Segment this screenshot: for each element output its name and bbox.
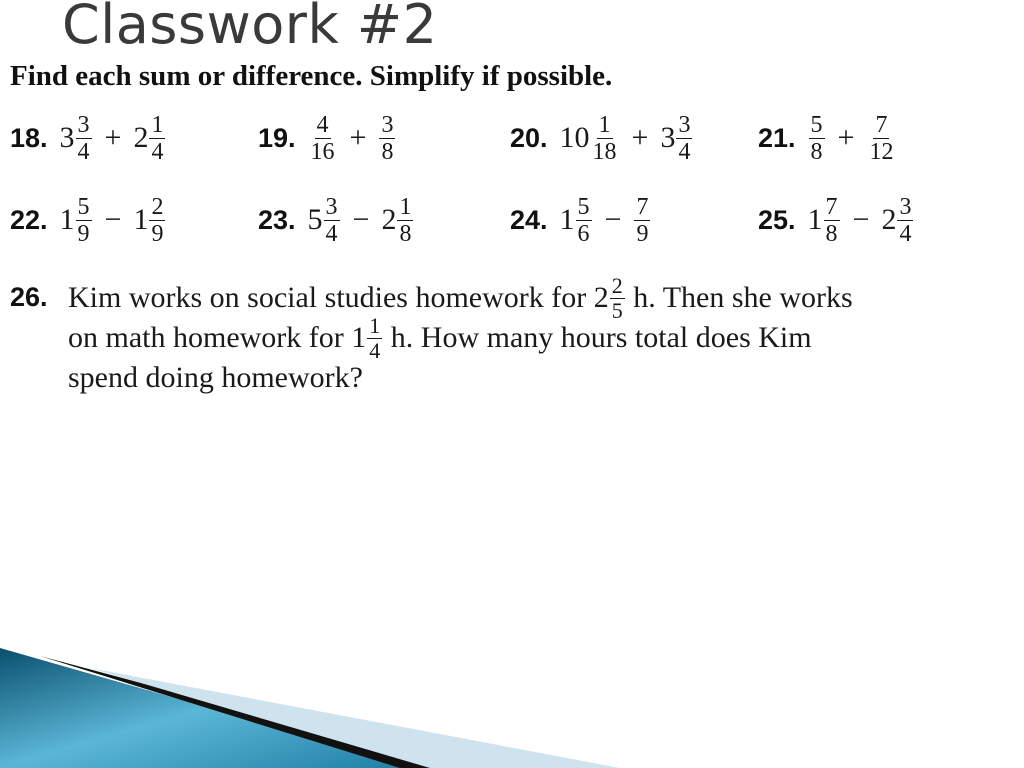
fraction bbox=[397, 195, 413, 246]
operator: + bbox=[104, 121, 122, 154]
word-problem-text bbox=[68, 272, 853, 398]
operator: + bbox=[349, 121, 367, 154]
whole-part: 1 bbox=[807, 203, 823, 236]
operator: − bbox=[852, 203, 870, 236]
denominator: 8 bbox=[810, 138, 823, 165]
problem-22 bbox=[10, 190, 166, 250]
denominator: 4 bbox=[678, 138, 691, 165]
fraction bbox=[634, 195, 650, 246]
whole-part: 1 bbox=[59, 203, 75, 236]
instructions: Find each sum or difference. Simplify if possible. bbox=[10, 60, 613, 92]
problem-number: 19. bbox=[258, 122, 296, 153]
text-segment: h. How many hours total does Kim bbox=[383, 321, 812, 354]
slide-ribbon-decoration bbox=[0, 638, 1024, 768]
denominator: 9 bbox=[636, 220, 649, 247]
fraction bbox=[367, 312, 382, 363]
fraction bbox=[576, 195, 592, 246]
denominator: 4 bbox=[325, 220, 338, 247]
fraction bbox=[676, 113, 692, 164]
fraction bbox=[809, 113, 825, 164]
whole-part: 10 bbox=[559, 121, 590, 154]
denominator: 6 bbox=[577, 220, 590, 247]
numerator: 2 bbox=[151, 193, 164, 220]
problem-number: 18. bbox=[10, 122, 48, 153]
numerator: 4 bbox=[316, 111, 329, 138]
fraction bbox=[149, 195, 165, 246]
numerator: 1 bbox=[598, 111, 611, 138]
numerator: 7 bbox=[875, 111, 888, 138]
denominator: 4 bbox=[369, 337, 381, 363]
operator: − bbox=[352, 203, 370, 236]
problem-number: 24. bbox=[510, 204, 548, 235]
denominator: 9 bbox=[77, 220, 90, 247]
numerator: 5 bbox=[810, 111, 823, 138]
whole-part: 1 bbox=[559, 203, 575, 236]
numerator: 2 bbox=[611, 272, 623, 298]
fraction bbox=[610, 272, 625, 323]
problem-20 bbox=[510, 108, 693, 168]
problem-number: 21. bbox=[758, 122, 796, 153]
text-segment: h. Then she works bbox=[625, 281, 853, 314]
numerator: 3 bbox=[678, 111, 691, 138]
fraction bbox=[309, 113, 337, 164]
problem-25 bbox=[758, 190, 914, 250]
fraction bbox=[824, 195, 840, 246]
numerator: 1 bbox=[369, 312, 381, 338]
problem-18 bbox=[10, 108, 166, 168]
fraction bbox=[76, 113, 92, 164]
denominator: 4 bbox=[899, 220, 912, 247]
whole-part: 3 bbox=[660, 121, 676, 154]
numerator: 1 bbox=[399, 193, 412, 220]
fraction bbox=[76, 195, 92, 246]
problem-number: 22. bbox=[10, 204, 48, 235]
fraction bbox=[897, 195, 913, 246]
fraction bbox=[591, 113, 619, 164]
denominator: 4 bbox=[151, 138, 164, 165]
whole-part: 2 bbox=[133, 121, 149, 154]
numerator: 7 bbox=[636, 193, 649, 220]
denominator: 9 bbox=[151, 220, 164, 247]
numerator: 3 bbox=[77, 111, 90, 138]
fraction bbox=[149, 113, 165, 164]
word-problem-line-1 bbox=[68, 272, 853, 323]
problem-19 bbox=[258, 108, 396, 168]
numerator: 1 bbox=[151, 111, 164, 138]
denominator: 4 bbox=[77, 138, 90, 165]
operator: + bbox=[631, 121, 649, 154]
fraction bbox=[867, 113, 895, 164]
numerator: 5 bbox=[77, 193, 90, 220]
slide-title: Classwork #2 bbox=[62, 0, 438, 56]
numerator: 3 bbox=[325, 193, 338, 220]
problem-number: 26. bbox=[10, 282, 48, 312]
whole-part: 2 bbox=[381, 203, 397, 236]
fraction bbox=[324, 195, 340, 246]
operator: − bbox=[604, 203, 622, 236]
denominator: 8 bbox=[381, 138, 394, 165]
problem-number: 23. bbox=[258, 204, 296, 235]
denominator: 5 bbox=[611, 297, 623, 323]
problem-21 bbox=[758, 108, 896, 168]
denominator: 8 bbox=[825, 220, 838, 247]
operator: − bbox=[104, 203, 122, 236]
denominator: 18 bbox=[592, 138, 617, 165]
numerator: 3 bbox=[381, 111, 394, 138]
operator: + bbox=[837, 121, 855, 154]
text-segment: Kim works on social studies homework for 2 bbox=[68, 281, 609, 314]
denominator: 12 bbox=[869, 138, 894, 165]
whole-part: 3 bbox=[59, 121, 75, 154]
numerator: 7 bbox=[825, 193, 838, 220]
word-problem-line-2 bbox=[68, 312, 853, 363]
numerator: 5 bbox=[577, 193, 590, 220]
whole-part: 5 bbox=[307, 203, 323, 236]
word-problem-line-3 bbox=[68, 358, 853, 398]
whole-part: 2 bbox=[881, 203, 897, 236]
problem-24 bbox=[510, 190, 651, 250]
text-segment: on math homework for 1 bbox=[68, 321, 367, 354]
denominator: 8 bbox=[399, 220, 412, 247]
whole-part: 1 bbox=[133, 203, 149, 236]
numerator: 3 bbox=[899, 193, 912, 220]
problem-number: 20. bbox=[510, 122, 548, 153]
text-segment: spend doing homework? bbox=[68, 361, 363, 394]
fraction bbox=[379, 113, 395, 164]
denominator: 16 bbox=[310, 138, 335, 165]
problem-number: 25. bbox=[758, 204, 796, 235]
problem-23 bbox=[258, 190, 414, 250]
